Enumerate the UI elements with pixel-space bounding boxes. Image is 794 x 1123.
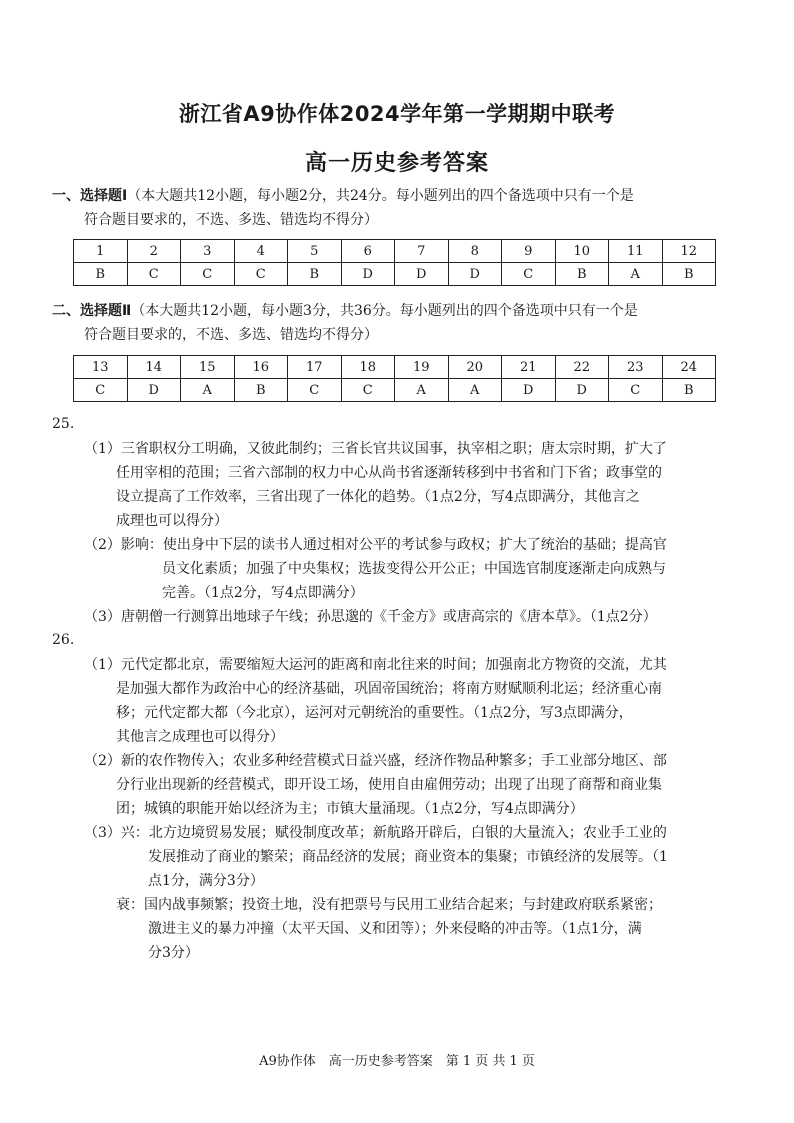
answer-cell: C xyxy=(181,263,235,286)
question-number: 15 xyxy=(181,356,235,379)
section2-desc: （本大题共12小题，每小题3分，共36分。每小题列出的四个备选项中只有一个是 xyxy=(131,303,638,319)
answer-cell: A xyxy=(609,263,663,286)
question-number: 21 xyxy=(502,356,556,379)
question-number: 2 xyxy=(127,240,181,263)
q26-p1-line: 其他言之成理也可以得分） xyxy=(116,729,284,745)
question-number: 7 xyxy=(395,240,449,263)
section2-header xyxy=(52,299,638,323)
answer-cell: B xyxy=(234,379,288,402)
answer-cell: B xyxy=(288,263,342,286)
question-number: 19 xyxy=(395,356,449,379)
answer-cell: C xyxy=(74,379,128,402)
document-subtitle: 高一历史参考答案 xyxy=(304,151,489,176)
q25-p2-line: （2）影响：使出身中下层的读书人通过相对公平的考试参与政权；扩大了统治的基础；提高官 xyxy=(84,537,667,553)
question-number: 5 xyxy=(288,240,342,263)
answer-cell: A xyxy=(448,379,502,402)
section1-desc-cont: 符合题目要求的，不选、多选、错选均不得分） xyxy=(84,212,378,228)
q26-p4-line: 激进主义的暴力冲撞（太平天国、义和团等）；外来侵略的冲击等。（1点1分，满 xyxy=(148,921,642,937)
question-number: 17 xyxy=(288,356,342,379)
question-number: 11 xyxy=(609,240,663,263)
question-number: 12 xyxy=(662,240,716,263)
q25-p1-line: 任用宰相的范围；三省六部制的权力中心从尚书省逐渐转移到中书省和门下省；政事堂的 xyxy=(116,465,662,481)
answer-cell: C xyxy=(127,263,181,286)
answer-cell: D xyxy=(341,263,395,286)
q25-p3-line: （3）唐朝僧一行测算出地球子午线；孙思邈的《千金方》或唐高宗的《唐本草》。（1点2分） xyxy=(84,609,657,625)
q26-p2-line: 分行业出现新的经营模式，即开设工场，使用自由雇佣劳动；出现了出现了商帮和商业集 xyxy=(116,777,662,793)
section1-answer-table xyxy=(73,239,716,286)
answer-cell: D xyxy=(395,263,449,286)
question-number: 20 xyxy=(448,356,502,379)
question-number: 3 xyxy=(181,240,235,263)
section2-answer-table xyxy=(73,355,716,402)
question-number: 23 xyxy=(609,356,663,379)
question-number: 18 xyxy=(341,356,395,379)
answer-cell: A xyxy=(181,379,235,402)
answer-cell: B xyxy=(555,263,609,286)
question-number: 10 xyxy=(555,240,609,263)
table-row xyxy=(74,356,716,379)
answer-cell: C xyxy=(234,263,288,286)
question-number: 24 xyxy=(662,356,716,379)
q25-p1-line: （1）三省职权分工明确，又彼此制约；三省长官共议国事，执宰相之职；唐太宗时期，扩大了 xyxy=(84,441,667,457)
answer-cell: B xyxy=(74,263,128,286)
q25-p2-line: 完善。（1点2分，写4点即满分） xyxy=(162,585,364,601)
q25-p1-line: 设立提高了工作效率，三省出现了一体化的趋势。（1点2分，写4点即满分，其他言之 xyxy=(116,489,640,505)
question-number: 14 xyxy=(127,356,181,379)
question-number: 22 xyxy=(555,356,609,379)
question-number: 8 xyxy=(448,240,502,263)
answer-cell: C xyxy=(609,379,663,402)
question-number: 1 xyxy=(74,240,128,263)
question-number: 16 xyxy=(234,356,288,379)
question-number: 13 xyxy=(74,356,128,379)
q26-p1-line: （1）元代定都北京，需要缩短大运河的距离和南北往来的时间；加强南北方物资的交流，尤其 xyxy=(84,657,667,673)
answer-cell: B xyxy=(662,379,716,402)
question-number: 4 xyxy=(234,240,288,263)
q26-p3-line: 点1分，满分3分） xyxy=(148,873,264,889)
answer-cell: D xyxy=(127,379,181,402)
table-row xyxy=(74,263,716,286)
table-row xyxy=(74,379,716,402)
section1-heading: 一、选择题Ⅰ xyxy=(52,188,128,204)
question-number: 6 xyxy=(341,240,395,263)
answer-cell: B xyxy=(662,263,716,286)
section2-heading: 二、选择题Ⅱ xyxy=(52,303,132,319)
answer-cell: A xyxy=(395,379,449,402)
q26-p2-line: 团；城镇的职能开始以经济为主；市镇大量涌现。（1点2分，写4点即满分） xyxy=(116,801,584,817)
q26-p3-line: （3）兴：北方边境贸易发展；赋役制度改革；新航路开辟后，白银的大量流入；农业手工业的 xyxy=(84,825,667,841)
question-26-number: 26. xyxy=(52,632,75,648)
q25-p2-line: 员文化素质；加强了中央集权；选拔变得公开公正；中国选官制度逐渐走向成熟与 xyxy=(162,561,666,577)
answer-cell: C xyxy=(288,379,342,402)
answer-cell: C xyxy=(502,263,556,286)
document-title: 浙江省A9协作体2024学年第一学期期中联考 xyxy=(178,102,616,126)
q26-p1-line: 是加强大都作为政治中心的经济基础，巩固帝国统治；将南方财赋顺利北运；经济重心南 xyxy=(116,681,662,697)
answer-cell: D xyxy=(555,379,609,402)
answer-cell: D xyxy=(502,379,556,402)
question-25-number: 25. xyxy=(52,416,75,432)
table-row xyxy=(74,240,716,263)
section2-desc-cont: 符合题目要求的，不选、多选、错选均不得分） xyxy=(84,327,378,343)
q26-p4-line: 衰：国内战事频繁；投资土地，没有把票号与民用工业结合起来；与封建政府联系紧密； xyxy=(116,897,662,913)
section1-header xyxy=(52,184,634,208)
section1-desc: （本大题共12小题，每小题2分，共24分。每小题列出的四个备选项中只有一个是 xyxy=(127,188,634,204)
q26-p2-line: （2）新的农作物传入；农业多种经营模式日益兴盛，经济作物品种繁多；手工业部分地区、部 xyxy=(84,753,667,769)
page-footer: A9协作体 高一历史参考答案 第 1 页 共 1 页 xyxy=(259,1054,535,1069)
q26-p4-line: 分3分） xyxy=(148,945,199,961)
q26-p1-line: 移；元代定都大都（今北京），运河对元朝统治的重要性。（1点2分，写3点即满分， xyxy=(116,705,633,721)
question-number: 9 xyxy=(502,240,556,263)
q25-p1-line: 成理也可以得分） xyxy=(116,513,228,529)
answer-cell: D xyxy=(448,263,502,286)
q26-p3-line: 发展推动了商业的繁荣；商品经济的发展；商业资本的集聚；市镇经济的发展等。（1 xyxy=(148,849,668,865)
answer-cell: C xyxy=(341,379,395,402)
